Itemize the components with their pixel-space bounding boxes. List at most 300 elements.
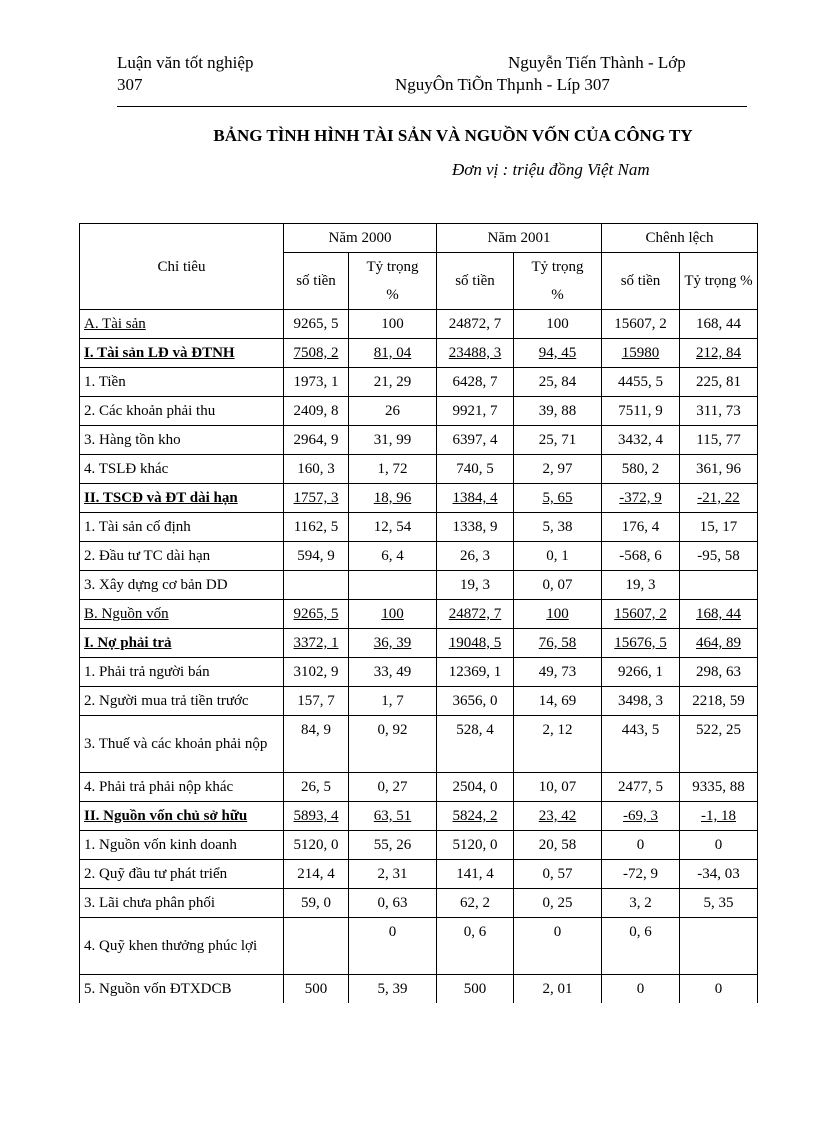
value-cell	[602, 889, 680, 918]
cell-value: 18, 96	[373, 490, 412, 506]
cell-value: 100	[381, 606, 404, 622]
cell-value: 23, 42	[538, 808, 577, 824]
row-label-cell	[80, 802, 284, 831]
row-label-cell	[80, 455, 284, 484]
value-cell	[349, 802, 437, 831]
table-header-row-1	[80, 224, 758, 253]
value-cell	[349, 773, 437, 802]
cell-value: 15, 17	[699, 519, 738, 535]
header-tytrong-2000	[349, 253, 437, 310]
row-label-cell	[80, 484, 284, 513]
cell-value: 2, 97	[542, 461, 573, 477]
value-cell	[602, 397, 680, 426]
cell-value: 59, 0	[301, 895, 331, 911]
table-row	[80, 426, 758, 455]
cell-value: 6, 4	[381, 548, 404, 564]
value-cell	[602, 513, 680, 542]
row-label: A. Tài sản	[84, 316, 146, 332]
value-cell	[349, 629, 437, 658]
cell-value: 522, 25	[696, 722, 741, 738]
cell-value: 1, 7	[381, 693, 404, 709]
value-cell	[284, 339, 349, 368]
header-chitieu: Chỉ tiêu	[80, 224, 284, 310]
row-label: 3. Hàng tồn kho	[84, 432, 181, 448]
value-cell	[602, 629, 680, 658]
header-left-line1: Luận văn tốt nghiệp	[117, 53, 254, 72]
table-row	[80, 658, 758, 687]
cell-value: 5120, 0	[293, 837, 339, 853]
value-cell	[437, 426, 514, 455]
value-cell	[514, 513, 602, 542]
cell-value: 0	[553, 924, 562, 940]
table-row	[80, 339, 758, 368]
table-row	[80, 860, 758, 889]
value-cell	[284, 773, 349, 802]
header-right-line1: Nguyễn Tiến Thành - Lớp	[508, 53, 686, 72]
row-label: I. Nợ phải trả	[84, 635, 172, 651]
row-label: 4. TSLĐ khác	[84, 461, 169, 477]
cell-value: 2218, 59	[692, 693, 745, 709]
row-label-cell	[80, 542, 284, 571]
row-label-cell	[80, 397, 284, 426]
table-row	[80, 542, 758, 571]
cell-value: -21, 22	[697, 490, 740, 506]
header-difference: Chênh lệch	[602, 224, 758, 253]
value-cell	[602, 368, 680, 397]
balance-table	[79, 223, 758, 1003]
value-cell	[602, 571, 680, 600]
value-cell	[284, 513, 349, 542]
cell-value: 0, 6	[629, 924, 652, 940]
value-cell	[437, 310, 514, 339]
cell-value: -69, 3	[623, 808, 658, 824]
value-cell	[602, 484, 680, 513]
value-cell	[680, 600, 758, 629]
value-cell	[680, 455, 758, 484]
value-cell	[514, 975, 602, 1004]
cell-value: 9265, 5	[293, 316, 339, 332]
cell-value: 12, 54	[373, 519, 412, 535]
cell-value: 2, 01	[542, 981, 573, 997]
value-cell	[437, 455, 514, 484]
table-row	[80, 310, 758, 339]
value-cell	[437, 368, 514, 397]
value-cell	[437, 802, 514, 831]
cell-value: 55, 26	[373, 837, 412, 853]
row-label: I. Tài sản LĐ và ĐTNH	[84, 345, 235, 361]
value-cell	[437, 339, 514, 368]
value-cell	[602, 716, 680, 773]
value-cell	[514, 571, 602, 600]
cell-value: 9335, 88	[692, 779, 745, 795]
value-cell	[680, 571, 758, 600]
cell-value: 10, 07	[538, 779, 577, 795]
cell-value: 0	[714, 981, 723, 997]
value-cell	[284, 426, 349, 455]
row-label: 3. Xây dựng cơ bản DD	[84, 577, 228, 593]
cell-value: 0, 63	[377, 895, 408, 911]
table-row	[80, 397, 758, 426]
value-cell	[680, 889, 758, 918]
cell-value: 2504, 0	[452, 779, 498, 795]
table-row	[80, 484, 758, 513]
header-tytrong-2001-a: Tỷ trọng	[531, 259, 584, 275]
value-cell	[437, 687, 514, 716]
value-cell	[284, 918, 349, 975]
value-cell	[680, 802, 758, 831]
cell-value: 81, 04	[373, 345, 412, 361]
value-cell	[284, 368, 349, 397]
value-cell	[680, 687, 758, 716]
table-row	[80, 368, 758, 397]
value-cell	[514, 831, 602, 860]
cell-value: 24872, 7	[448, 316, 502, 332]
table-row	[80, 687, 758, 716]
table-row	[80, 831, 758, 860]
cell-value: 3372, 1	[293, 635, 339, 651]
value-cell	[284, 716, 349, 773]
cell-value: 0, 07	[542, 577, 573, 593]
cell-value: 25, 71	[538, 432, 577, 448]
value-cell	[680, 716, 758, 773]
cell-value: 2477, 5	[618, 779, 663, 795]
value-cell	[437, 860, 514, 889]
cell-value: 14, 69	[538, 693, 577, 709]
value-cell	[349, 397, 437, 426]
cell-value: 0	[714, 837, 723, 853]
value-cell	[284, 975, 349, 1004]
value-cell	[284, 889, 349, 918]
cell-value: 7511, 9	[618, 403, 663, 419]
value-cell	[437, 600, 514, 629]
value-cell	[680, 975, 758, 1004]
header-tytrong-diff: Tỷ trọng %	[680, 253, 758, 310]
cell-value: 2, 12	[542, 722, 573, 738]
table-row	[80, 773, 758, 802]
cell-value: 464, 89	[696, 635, 741, 651]
value-cell	[680, 310, 758, 339]
row-label: 2. Các khoản phải thu	[84, 403, 216, 419]
value-cell	[437, 716, 514, 773]
value-cell	[349, 426, 437, 455]
cell-value: 160, 3	[297, 461, 335, 477]
value-cell	[284, 455, 349, 484]
value-cell	[284, 831, 349, 860]
value-cell	[437, 397, 514, 426]
cell-value: 0	[388, 924, 397, 940]
cell-value: 6428, 7	[452, 374, 498, 390]
value-cell	[284, 484, 349, 513]
table-row	[80, 571, 758, 600]
cell-value: -95, 58	[697, 548, 740, 564]
cell-value: 4455, 5	[618, 374, 663, 390]
cell-value: 1338, 9	[452, 519, 498, 535]
cell-value: 0, 1	[546, 548, 569, 564]
value-cell	[602, 600, 680, 629]
value-cell	[349, 918, 437, 975]
value-cell	[680, 773, 758, 802]
value-cell	[349, 513, 437, 542]
value-cell	[680, 368, 758, 397]
value-cell	[602, 687, 680, 716]
value-cell	[680, 658, 758, 687]
row-label-cell	[80, 687, 284, 716]
cell-value: 5120, 0	[452, 837, 498, 853]
cell-value: 49, 73	[538, 664, 577, 680]
header-year-2001: Năm 2001	[437, 224, 602, 253]
cell-value: 1973, 1	[293, 374, 339, 390]
cell-value: -1, 18	[701, 808, 736, 824]
cell-value: 500	[304, 981, 328, 997]
value-cell	[602, 658, 680, 687]
cell-value: 3102, 9	[293, 664, 339, 680]
cell-value: 580, 2	[621, 461, 660, 477]
row-label: 3. Thuế và các khoản phải nộp	[84, 736, 268, 752]
value-cell	[284, 629, 349, 658]
cell-value: 311, 73	[696, 403, 741, 419]
row-label: 2. Quỹ đầu tư phát triển	[84, 866, 228, 882]
cell-value: 528, 4	[456, 722, 494, 738]
value-cell	[349, 716, 437, 773]
cell-value: 594, 9	[297, 548, 335, 564]
cell-value: 0, 57	[542, 866, 573, 882]
value-cell	[437, 918, 514, 975]
value-cell	[514, 629, 602, 658]
cell-value: 1, 72	[377, 461, 408, 477]
value-cell	[437, 571, 514, 600]
row-label-cell	[80, 339, 284, 368]
cell-value: 9266, 1	[618, 664, 663, 680]
cell-value: 9921, 7	[452, 403, 498, 419]
cell-value: 157, 7	[297, 693, 335, 709]
value-cell	[514, 455, 602, 484]
table-row	[80, 513, 758, 542]
value-cell	[284, 860, 349, 889]
cell-value: -372, 9	[619, 490, 662, 506]
table-row	[80, 918, 758, 975]
cell-value: 24872, 7	[448, 606, 502, 622]
value-cell	[680, 339, 758, 368]
cell-value: 1757, 3	[293, 490, 339, 506]
value-cell	[602, 455, 680, 484]
value-cell	[284, 687, 349, 716]
cell-value: 6397, 4	[452, 432, 498, 448]
value-cell	[437, 889, 514, 918]
row-label-cell	[80, 629, 284, 658]
value-cell	[349, 484, 437, 513]
header-tytrong-2001-b: %	[551, 287, 564, 303]
cell-value: 94, 45	[538, 345, 577, 361]
value-cell	[349, 975, 437, 1004]
cell-value: 2, 31	[377, 866, 408, 882]
row-label-cell	[80, 600, 284, 629]
value-cell	[514, 339, 602, 368]
value-cell	[514, 802, 602, 831]
row-label: 1. Nguồn vốn kinh doanh	[84, 837, 237, 853]
row-label: 4. Quỹ khen thưởng phúc lợi	[84, 938, 258, 954]
cell-value: 176, 4	[621, 519, 660, 535]
value-cell	[349, 455, 437, 484]
value-cell	[680, 426, 758, 455]
value-cell	[349, 889, 437, 918]
cell-value: 3432, 4	[618, 432, 663, 448]
cell-value: 115, 77	[696, 432, 741, 448]
cell-value: 5, 38	[542, 519, 573, 535]
row-label-cell	[80, 773, 284, 802]
cell-value: 15980	[621, 345, 660, 361]
value-cell	[349, 600, 437, 629]
cell-value: 1384, 4	[452, 490, 498, 506]
cell-value: 9265, 5	[293, 606, 339, 622]
cell-value: 31, 99	[373, 432, 412, 448]
value-cell	[349, 860, 437, 889]
header-left-line2: 307	[117, 75, 143, 94]
value-cell	[437, 831, 514, 860]
row-label: 2. Người mua trả tiền trước	[84, 693, 249, 709]
cell-value: 62, 2	[460, 895, 490, 911]
value-cell	[602, 339, 680, 368]
value-cell	[437, 513, 514, 542]
page-title: BẢNG TÌNH HÌNH TÀI SẢN VÀ NGUỒN VỐN CỦA CÔNG TY	[213, 126, 693, 145]
row-label-cell	[80, 918, 284, 975]
value-cell	[349, 687, 437, 716]
value-cell	[284, 571, 349, 600]
cell-value: 1162, 5	[293, 519, 339, 535]
cell-value: 500	[463, 981, 487, 997]
cell-value: 5824, 2	[452, 808, 498, 824]
header-sotien-2001: số tiền	[437, 253, 514, 310]
value-cell	[602, 802, 680, 831]
cell-value: 39, 88	[538, 403, 577, 419]
value-cell	[602, 831, 680, 860]
cell-value: 0, 92	[377, 722, 408, 738]
cell-value: 0	[636, 981, 645, 997]
cell-value: 19048, 5	[448, 635, 502, 651]
value-cell	[437, 975, 514, 1004]
value-cell	[437, 629, 514, 658]
row-label-cell	[80, 860, 284, 889]
cell-value: 141, 4	[456, 866, 494, 882]
header-tytrong-2001	[514, 253, 602, 310]
table-row	[80, 716, 758, 773]
value-cell	[514, 716, 602, 773]
cell-value: 3, 2	[629, 895, 652, 911]
value-cell	[514, 310, 602, 339]
row-label: 3. Lãi chưa phân phối	[84, 895, 216, 911]
value-cell	[284, 658, 349, 687]
value-cell	[602, 310, 680, 339]
cell-value: 168, 44	[696, 316, 741, 332]
cell-value: -72, 9	[623, 866, 658, 882]
cell-value: 7508, 2	[293, 345, 339, 361]
value-cell	[349, 658, 437, 687]
value-cell	[514, 397, 602, 426]
cell-value: 26	[385, 403, 400, 419]
value-cell	[514, 773, 602, 802]
value-cell	[602, 773, 680, 802]
cell-value: 0	[636, 837, 645, 853]
value-cell	[680, 918, 758, 975]
value-cell	[514, 542, 602, 571]
header-sotien-2000: số tiền	[284, 253, 349, 310]
value-cell	[514, 918, 602, 975]
table-row	[80, 455, 758, 484]
value-cell	[514, 860, 602, 889]
cell-value: 19, 3	[625, 577, 656, 593]
cell-value: -568, 6	[619, 548, 662, 564]
row-label-cell	[80, 716, 284, 773]
header-tytrong-2000-a: Tỷ trọng	[366, 259, 419, 275]
row-label-cell	[80, 513, 284, 542]
value-cell	[349, 571, 437, 600]
header-tytrong-2000-b: %	[386, 287, 399, 303]
row-label-cell	[80, 571, 284, 600]
cell-value: 212, 84	[696, 345, 741, 361]
value-cell	[284, 802, 349, 831]
row-label-cell	[80, 368, 284, 397]
table-row	[80, 600, 758, 629]
value-cell	[349, 542, 437, 571]
row-label: 5. Nguồn vốn ĐTXDCB	[84, 981, 232, 997]
cell-value: 214, 4	[297, 866, 335, 882]
row-label: II. Nguồn vốn chủ sở hữu	[84, 808, 248, 824]
value-cell	[680, 831, 758, 860]
value-cell	[680, 484, 758, 513]
header-year-2000: Năm 2000	[284, 224, 437, 253]
value-cell	[284, 542, 349, 571]
value-cell	[680, 860, 758, 889]
row-label-cell	[80, 889, 284, 918]
value-cell	[437, 542, 514, 571]
value-cell	[680, 397, 758, 426]
value-cell	[514, 889, 602, 918]
cell-value: 0, 25	[542, 895, 573, 911]
value-cell	[514, 658, 602, 687]
cell-value: 15607, 2	[614, 606, 667, 622]
cell-value: 100	[546, 316, 569, 332]
row-label-cell	[80, 310, 284, 339]
cell-value: 168, 44	[696, 606, 741, 622]
cell-value: 15607, 2	[614, 316, 667, 332]
row-label-cell	[80, 831, 284, 860]
cell-value: 12369, 1	[448, 664, 502, 680]
value-cell	[514, 426, 602, 455]
header-rule	[117, 106, 747, 107]
row-label: II. TSCĐ và ĐT dài hạn	[84, 490, 238, 506]
value-cell	[602, 918, 680, 975]
table-row	[80, 975, 758, 1004]
value-cell	[349, 339, 437, 368]
cell-value: 84, 9	[301, 722, 331, 738]
row-label-cell	[80, 426, 284, 455]
table-row	[80, 629, 758, 658]
cell-value: 36, 39	[373, 635, 412, 651]
value-cell	[680, 629, 758, 658]
cell-value: 225, 81	[696, 374, 741, 390]
cell-value: 443, 5	[621, 722, 660, 738]
row-label: 4. Phải trả phải nộp khác	[84, 779, 234, 795]
header-sotien-diff: số tiền	[602, 253, 680, 310]
cell-value: 5, 39	[377, 981, 408, 997]
cell-value: 26, 3	[460, 548, 490, 564]
table-row	[80, 889, 758, 918]
cell-value: 361, 96	[696, 461, 741, 477]
cell-value: 298, 63	[696, 664, 741, 680]
value-cell	[602, 542, 680, 571]
row-label: B. Nguồn vốn	[84, 606, 169, 622]
cell-value: 63, 51	[373, 808, 412, 824]
row-label: 2. Đầu tư TC dài hạn	[84, 548, 211, 564]
